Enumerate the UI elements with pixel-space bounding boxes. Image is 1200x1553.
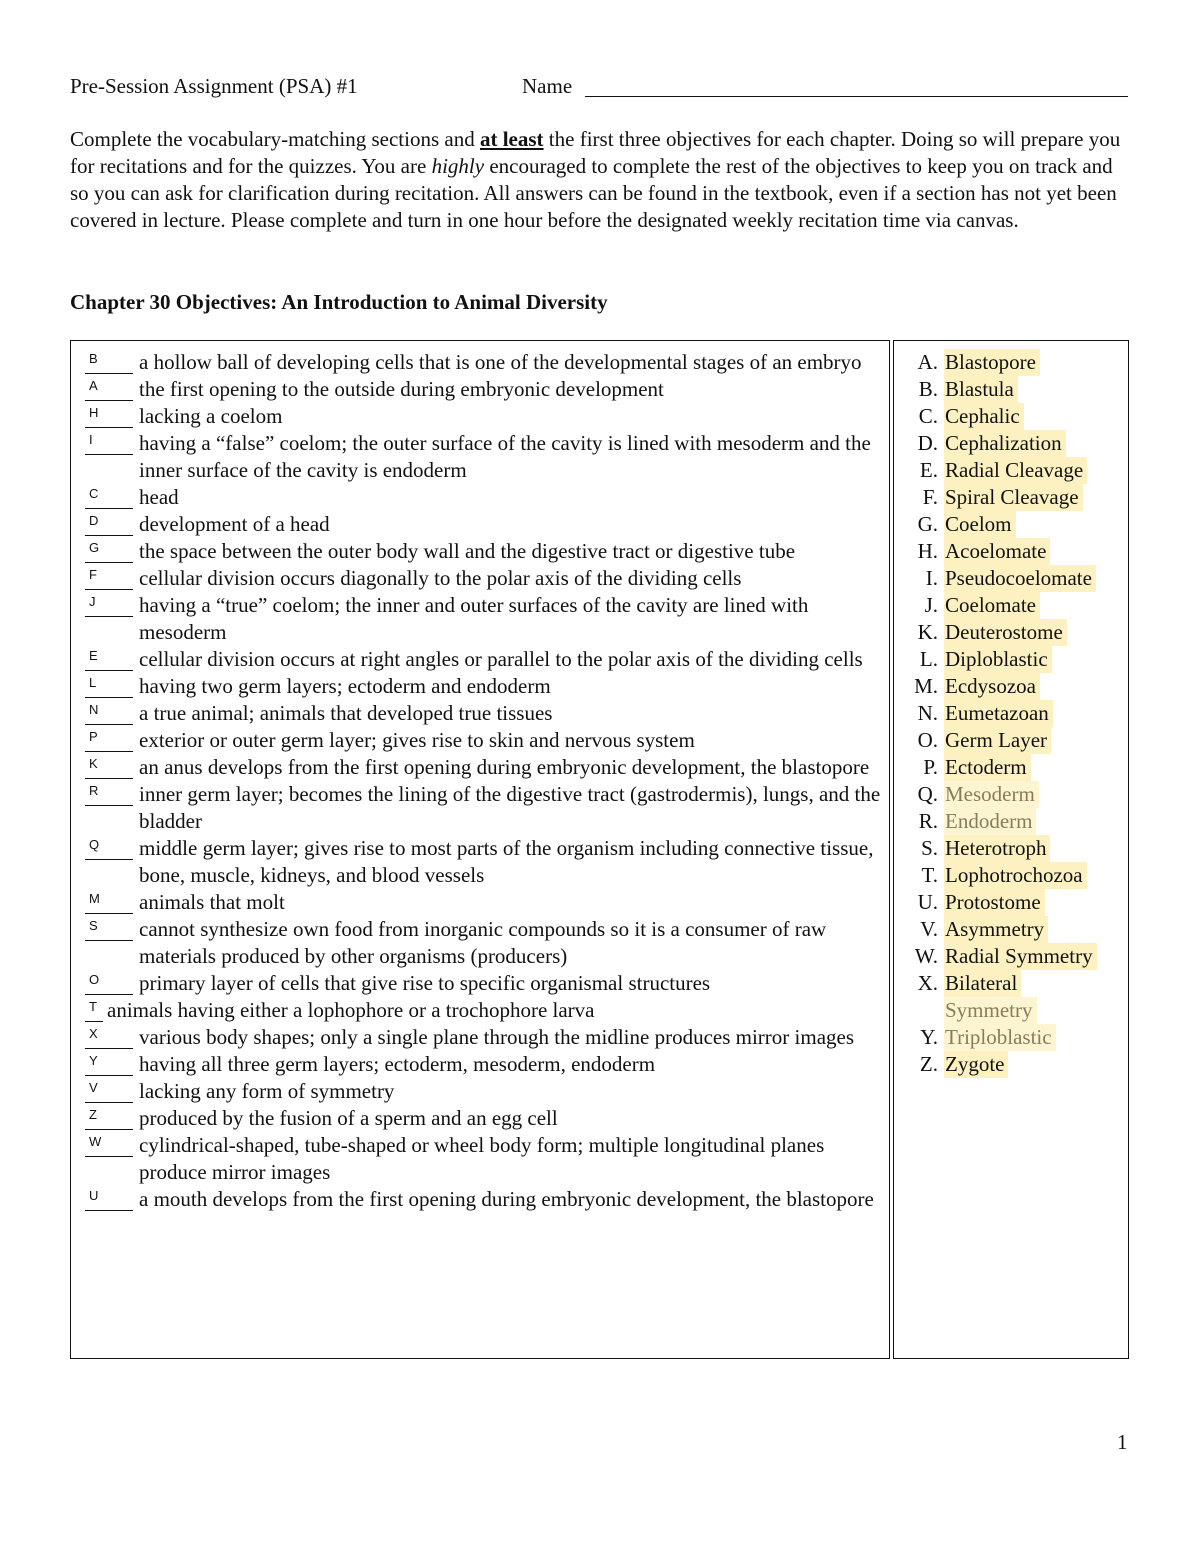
answer-letter: Z <box>89 1107 97 1122</box>
definition-item <box>85 835 885 889</box>
definition-item <box>85 511 885 538</box>
definitions-box <box>70 340 890 1359</box>
definition-text: an anus develops from the first opening during embryonic development, the blastopore <box>139 755 870 779</box>
term-letter: R. <box>918 809 938 833</box>
answer-letter: B <box>89 351 98 366</box>
term-letter: G. <box>917 512 938 536</box>
answer-blank[interactable] <box>85 1024 133 1049</box>
assignment-title: Pre-Session Assignment (PSA) #1 <box>70 74 358 98</box>
answer-blank[interactable] <box>85 1078 133 1103</box>
term-label: Symmetry <box>944 997 1037 1024</box>
answer-letter: A <box>89 378 98 393</box>
term-label: Protostome <box>944 889 1045 916</box>
term-letter: F. <box>922 485 938 509</box>
answer-blank[interactable] <box>85 592 133 617</box>
definition-text: inner germ layer; becomes the lining of the digestive tract (gastrodermis), lungs, and the bladder <box>139 782 881 833</box>
term-label: Radial Cleavage <box>944 457 1087 484</box>
answer-blank[interactable] <box>85 781 133 806</box>
term-item <box>908 700 1123 727</box>
answer-blank[interactable] <box>85 889 133 914</box>
definition-text: primary layer of cells that give rise to specific organismal structures <box>139 971 711 995</box>
term-item <box>908 430 1123 457</box>
term-label: Pseudocoelomate <box>944 565 1096 592</box>
term-item <box>908 376 1123 403</box>
term-letter: L. <box>919 647 938 671</box>
term-label: Blastopore <box>944 349 1040 376</box>
term-item <box>908 538 1123 565</box>
definition-text: having a “true” coelom; the inner and outer surfaces of the cavity are lined with mesoderm <box>139 593 809 644</box>
chapter-heading: Chapter 30 Objectives: An Introduction to Animal Diversity <box>70 290 608 314</box>
answer-letter: Q <box>89 837 100 852</box>
term-item <box>908 1024 1123 1051</box>
term-item <box>908 484 1123 511</box>
definition-text: produced by the fusion of a sperm and an egg cell <box>139 1106 558 1130</box>
term-item <box>908 862 1123 889</box>
term-item <box>908 997 1123 1024</box>
answer-blank[interactable] <box>85 673 133 698</box>
term-letter: D. <box>917 431 938 455</box>
definition-text: development of a head <box>139 512 330 536</box>
answer-blank[interactable] <box>85 1186 133 1211</box>
definition-item <box>85 1105 885 1132</box>
term-item <box>908 727 1123 754</box>
term-item <box>908 916 1123 943</box>
answer-letter: L <box>89 675 97 690</box>
definition-item <box>85 430 885 484</box>
definition-item <box>85 781 885 835</box>
term-item <box>908 835 1123 862</box>
term-label: Ectoderm <box>944 754 1031 781</box>
answer-letter: S <box>89 918 98 933</box>
term-item <box>908 781 1123 808</box>
term-label: Cephalization <box>944 430 1066 457</box>
answer-blank[interactable] <box>85 835 133 860</box>
instructions-part1: Complete the vocabulary-matching sections and <box>70 127 480 151</box>
answer-letter: D <box>89 513 99 528</box>
term-label: Lophotrochozoa <box>944 862 1087 889</box>
term-item <box>908 619 1123 646</box>
term-item <box>908 592 1123 619</box>
definition-text: lacking a coelom <box>139 404 283 428</box>
definition-text: lacking any form of symmetry <box>139 1079 395 1103</box>
definition-item <box>85 1186 885 1213</box>
term-item <box>908 1051 1123 1078</box>
term-label: Eumetazoan <box>944 700 1053 727</box>
answer-letter: J <box>89 594 96 609</box>
term-item <box>908 889 1123 916</box>
definition-item <box>85 484 885 511</box>
answer-blank[interactable] <box>85 1105 133 1130</box>
definition-item <box>85 916 885 970</box>
answer-blank[interactable] <box>85 484 133 509</box>
term-item <box>908 349 1123 376</box>
definition-text: having all three germ layers; ectoderm, mesoderm, endoderm <box>139 1052 656 1076</box>
definition-text: a hollow ball of developing cells that is one of the developmental stages of an embryo <box>139 350 862 374</box>
term-letter: X. <box>917 971 938 995</box>
answer-blank[interactable] <box>85 727 133 752</box>
answer-letter: U <box>89 1188 99 1203</box>
answer-letter: I <box>89 432 93 447</box>
answer-letter: H <box>89 405 99 420</box>
term-letter: J. <box>924 593 938 617</box>
name-label: Name <box>522 74 573 98</box>
definition-text: animals having either a lophophore or a trochophore larva <box>107 998 595 1022</box>
term-item <box>908 403 1123 430</box>
terms-box <box>893 340 1129 1359</box>
answer-blank[interactable] <box>85 403 133 428</box>
instructions-italic: highly <box>431 154 485 178</box>
definition-item <box>85 1024 885 1051</box>
definition-text: cellular division occurs diagonally to the polar axis of the dividing cells <box>139 566 742 590</box>
definition-item <box>85 673 885 700</box>
term-label: Acoelomate <box>944 538 1050 565</box>
term-letter: C. <box>918 404 938 428</box>
term-letter: E. <box>919 458 938 482</box>
answer-letter: W <box>89 1134 102 1149</box>
definition-text: cannot synthesize own food from inorganic compounds so it is a consumer of raw materials produced by other organisms (producers) <box>139 917 827 968</box>
definition-text: the first opening to the outside during embryonic development <box>139 377 664 401</box>
answer-letter: O <box>89 972 100 987</box>
term-letter: I. <box>925 566 938 590</box>
term-label: Germ Layer <box>944 727 1051 754</box>
definition-text: the space between the outer body wall and the digestive tract or digestive tube <box>139 539 796 563</box>
definition-item <box>85 349 885 376</box>
term-letter: N. <box>917 701 938 725</box>
term-item <box>908 646 1123 673</box>
answer-blank[interactable] <box>85 646 133 671</box>
term-label: Asymmetry <box>944 916 1048 943</box>
term-label: Triploblastic <box>944 1024 1056 1051</box>
term-item <box>908 457 1123 484</box>
definition-item <box>85 646 885 673</box>
answer-blank[interactable] <box>85 754 133 779</box>
term-item <box>908 673 1123 700</box>
definition-text: cellular division occurs at right angles or parallel to the polar axis of the dividing cells <box>139 647 863 671</box>
term-label: Diploblastic <box>944 646 1052 673</box>
term-letter: T. <box>921 863 938 887</box>
term-item <box>908 565 1123 592</box>
term-label: Bilateral <box>944 970 1021 997</box>
definition-text: having a “false” coelom; the outer surface of the cavity is lined with mesoderm and the inner surface of the cavity is endoderm <box>139 431 871 482</box>
term-letter: Y. <box>920 1025 938 1049</box>
answer-blank[interactable] <box>85 430 133 455</box>
term-item <box>908 943 1123 970</box>
instructions-emphasis: at least <box>479 127 544 151</box>
definition-text: middle germ layer; gives rise to most parts of the organism including connective tissue, bone, muscle, kidneys, and blood vessels <box>139 836 874 887</box>
term-item <box>908 754 1123 781</box>
answer-blank[interactable] <box>85 376 133 401</box>
term-letter: P. <box>923 755 938 779</box>
definition-item <box>85 889 885 916</box>
answer-blank[interactable] <box>85 565 133 590</box>
terms-list <box>908 349 1123 1078</box>
answer-letter: C <box>89 486 99 501</box>
term-letter: M. <box>914 674 938 698</box>
answer-letter: F <box>89 567 97 582</box>
answer-blank[interactable] <box>85 970 133 995</box>
answer-letter: K <box>89 756 98 771</box>
definition-item <box>85 376 885 403</box>
answer-blank[interactable] <box>85 916 133 941</box>
term-label: Blastula <box>944 376 1018 403</box>
definition-item <box>85 1078 885 1105</box>
term-item <box>908 511 1123 538</box>
page-number: 1 <box>1117 1430 1128 1454</box>
term-label: Coelomate <box>944 592 1040 619</box>
answer-blank[interactable] <box>85 1132 133 1157</box>
term-item <box>908 808 1123 835</box>
term-letter: W. <box>914 944 938 968</box>
term-label: Coelom <box>944 511 1016 538</box>
term-label: Deuterostome <box>944 619 1067 646</box>
answer-blank[interactable] <box>85 511 133 536</box>
definition-item <box>85 970 885 997</box>
term-label: Radial Symmetry <box>944 943 1097 970</box>
answer-blank[interactable] <box>85 1051 133 1076</box>
definition-text: exterior or outer germ layer; gives rise to skin and nervous system <box>139 728 695 752</box>
answer-letter: X <box>89 1026 98 1041</box>
term-item <box>908 970 1123 997</box>
answer-letter: P <box>89 729 98 744</box>
answer-blank[interactable] <box>85 538 133 563</box>
term-letter: Q. <box>917 782 938 806</box>
term-letter: A. <box>917 350 938 374</box>
answer-blank[interactable] <box>85 349 133 374</box>
answer-letter: G <box>89 540 100 555</box>
instructions-paragraph <box>70 126 1130 234</box>
answer-letter: R <box>89 783 99 798</box>
answer-letter: Y <box>89 1053 98 1068</box>
definition-item <box>85 1051 885 1078</box>
term-letter: B. <box>918 377 938 401</box>
definition-text: head <box>139 485 179 509</box>
answer-letter: M <box>89 891 100 906</box>
term-label: Spiral Cleavage <box>944 484 1083 511</box>
definition-text: having two germ layers; ectoderm and endoderm <box>139 674 551 698</box>
instructions-part2: the first three objectives for each chapter. Doing so will prepare you for recitations and for the quizzes. You are <box>70 127 1121 178</box>
term-label: Heterotroph <box>944 835 1050 862</box>
name-field[interactable] <box>585 96 1128 97</box>
definition-item <box>85 754 885 781</box>
term-letter: S. <box>921 836 938 860</box>
definition-item <box>85 403 885 430</box>
term-letter: O. <box>917 728 938 752</box>
term-letter: V. <box>920 917 938 941</box>
term-label: Mesoderm <box>944 781 1039 808</box>
term-label: Endoderm <box>944 808 1036 835</box>
definition-item <box>85 592 885 646</box>
definition-text: various body shapes; only a single plane through the midline produces mirror images <box>139 1025 855 1049</box>
definition-item <box>85 997 885 1024</box>
definition-item <box>85 538 885 565</box>
definition-item <box>85 1132 885 1186</box>
definition-item <box>85 565 885 592</box>
instructions-part3: encouraged to complete the rest of the objectives to keep you on track and so you can ask for clarification during recitation. All answers can be found in the textbook, even if a section has not yet been covered in lecture. Please complete and turn in one hour before the designated weekly recitation time via canvas. <box>70 154 1117 232</box>
definition-text: a true animal; animals that developed true tissues <box>139 701 553 725</box>
definition-item <box>85 727 885 754</box>
header <box>70 72 1128 100</box>
term-label: Ecdysozoa <box>944 673 1040 700</box>
term-label: Cephalic <box>944 403 1024 430</box>
definition-text: a mouth develops from the first opening during embryonic development, the blastopore <box>139 1187 874 1211</box>
answer-blank[interactable] <box>85 700 133 725</box>
answer-blank[interactable] <box>85 997 103 1022</box>
term-letter: U. <box>917 890 938 914</box>
term-letter: H. <box>917 539 938 563</box>
definition-text: cylindrical-shaped, tube-shaped or wheel body form; multiple longitudinal planes produce mirror images <box>139 1133 825 1184</box>
term-letter: K. <box>917 620 938 644</box>
term-label: Zygote <box>944 1051 1008 1078</box>
term-letter: Z. <box>919 1052 938 1076</box>
definitions-list <box>85 349 885 1213</box>
answer-letter: E <box>89 648 98 663</box>
answer-letter: N <box>89 702 99 717</box>
answer-letter: V <box>89 1080 98 1095</box>
answer-letter: T <box>89 999 97 1014</box>
definition-item <box>85 700 885 727</box>
definition-text: animals that molt <box>139 890 285 914</box>
